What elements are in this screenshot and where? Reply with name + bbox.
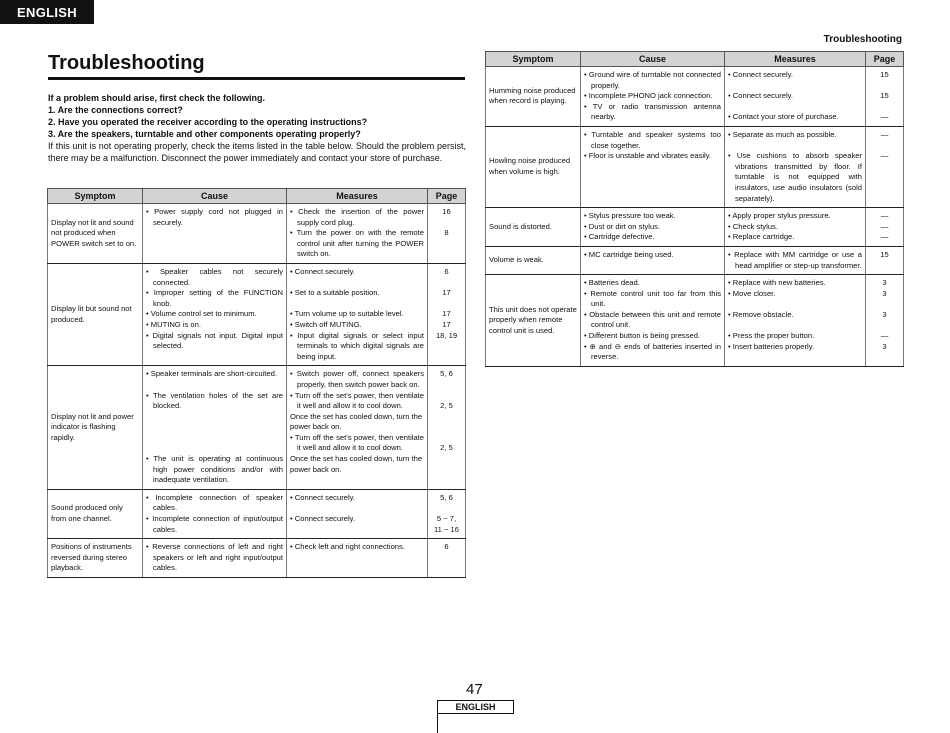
- measure-line: • Turn the power on with the remote control unit after turning the POWER switch on.: [290, 228, 424, 259]
- page-cell: [428, 539, 466, 578]
- table-row: [48, 366, 466, 490]
- measures-cell: [287, 366, 428, 490]
- cause-line: • Stylus pressure too weak.: [584, 211, 676, 221]
- cause-line: • Floor is unstable and vibrates easily.: [584, 151, 712, 161]
- measure-line: • Connect securely.: [728, 91, 793, 101]
- cause-line: • Incomplete connection of speaker cables.: [146, 492, 283, 513]
- page-ref: 6: [444, 266, 449, 276]
- measure-line: • Connect securely.: [728, 70, 793, 79]
- page-ref: —: [880, 211, 889, 221]
- footer-divider: [437, 712, 438, 733]
- measure-line: • Separate as much as possible.: [728, 129, 837, 139]
- measure-line: • Use cushions to absorb speaker vibrations transmitted by floor. If turntable is not equipped with insulators, use audio insulators (sold separately).: [728, 151, 862, 203]
- symptom-cell: Positions of instruments reversed during stereo playback.: [48, 539, 143, 578]
- line-spacer: [431, 412, 462, 423]
- column-header-measures: Measures: [287, 189, 428, 204]
- language-tab: ENGLISH: [0, 0, 94, 24]
- measure-line: • Check the insertion of the power supply cord plug.: [290, 207, 424, 227]
- title-rule: [48, 77, 465, 80]
- cause-line: • Volume control set to minimum.: [146, 309, 257, 319]
- cause-line: • ⊕ and ⊖ ends of batteries inserted in reverse.: [584, 341, 721, 362]
- table-row: [486, 246, 904, 274]
- page-cell: [866, 126, 904, 207]
- page-ref: 17: [442, 319, 451, 329]
- measure-line: • Connect securely.: [290, 492, 355, 502]
- cause-cell: [581, 126, 725, 207]
- intro-lead: If a problem should arise, first check the following.: [48, 93, 266, 103]
- table-row: [48, 263, 466, 365]
- cause-line: • Batteries dead.: [584, 278, 640, 288]
- page-ref: —: [880, 331, 889, 341]
- page-ref: —: [880, 151, 889, 161]
- cause-cell: [581, 246, 725, 274]
- check-item: 1. Are the connections correct?: [48, 105, 183, 115]
- measure-line: Once the set has cooled down, turn the power back on.: [290, 454, 423, 474]
- page-number: 47: [466, 681, 483, 698]
- symptom-cell: Humming noise produced when record is playing.: [486, 67, 581, 127]
- line-spacer: [728, 81, 862, 92]
- symptom-cell: This unit does not operate properly when remote control unit is used.: [486, 275, 581, 367]
- cause-line: • Improper setting of the FUNCTION knob.: [146, 288, 283, 308]
- cause-line: • Power supply cord not plugged in securely.: [146, 207, 283, 227]
- measures-cell: [725, 208, 866, 247]
- page-ref: 16: [442, 207, 451, 216]
- page-cell: [428, 263, 466, 365]
- table-header-row: [48, 189, 466, 204]
- page-cell: [428, 204, 466, 264]
- table-row: [486, 275, 904, 367]
- line-spacer: [146, 380, 283, 391]
- troubleshooting-table-left: [47, 188, 466, 578]
- page-ref: 3: [882, 278, 887, 288]
- line-spacer: [431, 380, 462, 391]
- page-ref: —: [880, 232, 889, 242]
- line-spacer: [431, 299, 462, 310]
- measure-line: • Switch off MUTING.: [290, 319, 362, 329]
- measure-line: • Apply proper stylus pressure.: [728, 211, 831, 221]
- page-ref: 3: [882, 341, 887, 351]
- page-ref: 5, 6: [440, 492, 453, 502]
- page-ref: 5, 6: [440, 369, 453, 379]
- table-header-row: [486, 52, 904, 67]
- line-spacer: [431, 218, 462, 229]
- cause-line: • Speaker cables not securely connected.: [146, 266, 283, 287]
- page-cell: [866, 246, 904, 274]
- symptom-cell: Sound is distorted.: [486, 208, 581, 247]
- measure-line: • Turn off the set's power, then ventilate it well and allow it to cool down.: [290, 390, 424, 411]
- cause-line: • The unit is operating at continuous high power conditions and/or with inadequate ventilation.: [146, 454, 283, 485]
- line-spacer: [728, 141, 862, 152]
- table-row: [48, 204, 466, 264]
- measures-cell: [725, 67, 866, 127]
- measure-line: • Move closer.: [728, 288, 776, 298]
- cause-cell: [581, 208, 725, 247]
- page-cell: [866, 67, 904, 127]
- page-cell: [866, 208, 904, 247]
- cause-line: • TV or radio transmission antenna nearby.: [584, 101, 721, 122]
- measure-line: • Replace with MM cartridge or use a head amplifier or step-up transformer.: [728, 249, 862, 270]
- cause-line: • Incomplete PHONO jack connection.: [584, 91, 713, 101]
- page-ref: 2, 5: [440, 443, 453, 453]
- cause-cell: [143, 263, 287, 365]
- cause-line: • Different button is being pressed.: [584, 331, 701, 341]
- page-ref: 15: [880, 249, 889, 259]
- measures-cell: [287, 489, 428, 538]
- page-ref: 18, 19: [435, 330, 458, 340]
- page-ref: 6: [444, 542, 449, 552]
- measure-line: • Turn volume up to suitable level.: [290, 309, 404, 319]
- page-ref: 2, 5: [440, 401, 453, 411]
- line-spacer: [869, 299, 900, 310]
- line-spacer: [290, 299, 424, 310]
- cause-cell: [143, 539, 287, 578]
- page-ref: 17: [442, 309, 451, 319]
- column-header-page: Page: [866, 52, 904, 67]
- cause-cell: [143, 366, 287, 490]
- measures-cell: [725, 246, 866, 274]
- check-list: [48, 104, 466, 140]
- symptom-cell: Volume is weak.: [486, 246, 581, 274]
- symptom-cell: Display not lit and power indicator is flashing rapidly.: [48, 366, 143, 490]
- cause-line: • Reverse connections of left and right speakers or left and right input/output cables.: [146, 542, 283, 573]
- cause-cell: [143, 489, 287, 538]
- intro-paragraph: If this unit is not operating properly, check the items listed in the table below. Should the problem persist, there may be a malfunction. Disconnect the power immediately and contact your store of purchase.: [48, 141, 466, 163]
- table-row: [48, 539, 466, 578]
- cause-line: • The ventilation holes of the set are blocked.: [146, 390, 283, 411]
- running-head: Troubleshooting: [823, 34, 902, 45]
- column-header-measures: Measures: [725, 52, 866, 67]
- measure-line: • Switch power off, connect speakers properly, then switch power back on.: [290, 369, 424, 389]
- measure-line: • Replace with new batteries.: [728, 278, 826, 288]
- table-body: [486, 67, 904, 367]
- column-header-cause: Cause: [143, 189, 287, 204]
- table-row: [48, 489, 466, 538]
- cause-cell: [581, 275, 725, 367]
- cause-line: • Dust or dirt on stylus.: [584, 221, 661, 231]
- measure-line: • Check stylus.: [728, 221, 778, 231]
- page-ref: 15: [880, 91, 889, 101]
- line-spacer: [431, 503, 462, 514]
- cause-cell: [581, 67, 725, 127]
- table-row: [486, 126, 904, 207]
- page-cell: [428, 366, 466, 490]
- measure-line: • Insert batteries properly.: [728, 341, 815, 351]
- line-spacer: [431, 278, 462, 289]
- symptom-cell: Sound produced only from one channel.: [48, 489, 143, 538]
- page-cell: [428, 489, 466, 538]
- page-ref: —: [880, 129, 889, 139]
- line-spacer: [146, 443, 283, 454]
- page-ref: 3: [882, 288, 887, 298]
- page-ref: 11 ~ 16: [434, 524, 459, 534]
- measure-line: • Replace cartridge.: [728, 232, 795, 242]
- measures-cell: [287, 263, 428, 365]
- table-body: [48, 204, 466, 578]
- page-cell: [866, 275, 904, 367]
- line-spacer: [431, 422, 462, 433]
- line-spacer: [431, 391, 462, 402]
- page-ref: —: [880, 112, 889, 122]
- table-row: [486, 67, 904, 127]
- line-spacer: [728, 102, 862, 113]
- measures-cell: [725, 126, 866, 207]
- symptom-cell: Display lit but sound not produced.: [48, 263, 143, 365]
- line-spacer: [869, 81, 900, 92]
- cause-line: • Ground wire of turntable not connected properly.: [584, 70, 721, 90]
- troubleshooting-table-right: [485, 51, 904, 367]
- symptom-cell: Howling noise produced when volume is high.: [486, 126, 581, 207]
- check-item: 3. Are the speakers, turntable and other components operating properly?: [48, 129, 361, 139]
- page-ref: —: [880, 221, 889, 231]
- page-ref: 15: [880, 70, 889, 79]
- measures-cell: [287, 204, 428, 264]
- page-ref: 3: [882, 309, 887, 319]
- cause-line: • MUTING is on.: [146, 319, 201, 329]
- cause-line: • Obstacle between this unit and remote control unit.: [584, 309, 721, 330]
- page-ref: 17: [442, 288, 451, 298]
- measure-line: • Input digital signals or select input terminals to which digital signals are being input.: [290, 330, 424, 361]
- cause-line: • MC cartridge being used.: [584, 249, 674, 259]
- measure-line: • Remove obstacle.: [728, 309, 794, 319]
- footer-language-tab: ENGLISH: [437, 700, 514, 714]
- measures-cell: [725, 275, 866, 367]
- column-header-symptom: Symptom: [48, 189, 143, 204]
- line-spacer: [869, 141, 900, 152]
- check-item: 2. Have you operated the receiver according to the operating instructions?: [48, 117, 368, 127]
- symptom-cell: Display not lit and sound not produced when POWER switch set to on.: [48, 204, 143, 264]
- measures-cell: [287, 539, 428, 578]
- line-spacer: [869, 320, 900, 331]
- cause-line: • Cartridge defective.: [584, 232, 655, 242]
- column-header-symptom: Symptom: [486, 52, 581, 67]
- cause-line: • Speaker terminals are short-circuited.: [146, 369, 277, 379]
- line-spacer: [869, 102, 900, 113]
- measure-line: • Connect securely.: [290, 514, 355, 524]
- measure-line: • Check left and right connections.: [290, 542, 405, 552]
- measure-line: • Turn off the set's power, then ventilate it well and allow it to cool down.: [290, 432, 424, 453]
- page-ref: 5 ~ 7,: [436, 514, 457, 524]
- measure-line: • Set to a suitable position.: [290, 288, 380, 298]
- cause-cell: [143, 204, 287, 264]
- line-spacer: [290, 278, 424, 289]
- page-title: Troubleshooting: [48, 52, 205, 74]
- measure-line: • Connect securely.: [290, 266, 355, 276]
- line-spacer: [146, 412, 283, 423]
- line-spacer: [728, 299, 862, 310]
- table-row: [486, 208, 904, 247]
- line-spacer: [290, 503, 424, 514]
- column-header-page: Page: [428, 189, 466, 204]
- cause-line: • Turntable and speaker systems too close together.: [584, 129, 721, 150]
- cause-line: • Digital signals not input. Digital input selected.: [146, 330, 283, 351]
- intro-section: [48, 92, 466, 164]
- page-ref: 8: [444, 228, 449, 238]
- column-header-cause: Cause: [581, 52, 725, 67]
- measure-line: • Contact your store of purchase.: [728, 112, 839, 122]
- line-spacer: [431, 433, 462, 444]
- line-spacer: [728, 320, 862, 331]
- cause-line: • Incomplete connection of input/output cables.: [146, 514, 283, 534]
- measure-line: Once the set has cooled down, turn the power back on.: [290, 411, 423, 432]
- cause-line: • Remote control unit too far from this unit.: [584, 288, 721, 309]
- measure-line: • Press the proper button.: [728, 331, 815, 341]
- line-spacer: [146, 433, 283, 444]
- line-spacer: [146, 422, 283, 433]
